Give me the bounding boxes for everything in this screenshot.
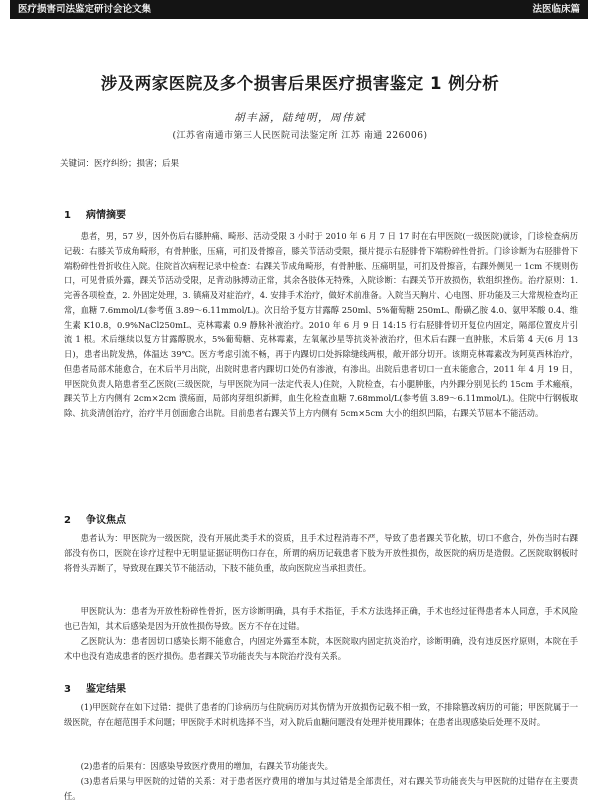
result-item-1: (1)甲医院存在如下过错：提供了患者的门诊病历与住院病历对其伤情为开放损伤记载不相一致，不排除篡改病历的可能；甲医院属于一级医院，存在超范围手术问题；甲医院手术时机选择不当，对入院后血糖问题没有处理并使用踝体；在患者出现感染后处理不及时。: [64, 702, 578, 727]
section-title: 病情摘要: [86, 210, 126, 221]
section-number: 3: [64, 684, 71, 695]
article-authors: 胡丰涵，陆纯明，周伟斌: [234, 112, 366, 124]
article-affiliation: (江苏省南通市第三人民医院司法鉴定所 江苏 南通 226006): [172, 131, 428, 141]
case-summary-paragraph: 患者，男，57 岁，因外伤后右膝肿痛、畸形、活动受限 3 小时于 2010 年 6 月 7 日 17 时在右甲医院(一级医院)就诊，门诊检查病历记载：右膝关节成角畸形，有骨肿胀，压痛，可扪及骨擦音，膝关节活动受限，摄片提示右胫腓骨下端粉碎性骨折。门诊诊断为右胫腓骨下端粉碎性骨折收住入院。住院首次病程记录中检查：右踝关节成角畸形，有骨肿胀、压痛明显，可扪及骨擦音，右踝外侧见一 1cm 不规则伤口，可见骨质外露，踝关节活动受限，足背动脉搏动正常，其余各肢体无特殊，入院诊断：右踝关节开放损伤，软组织挫伤。治疗原则：1. 完善各项检查，2. 外固定处理，3. 镇痛及对症治疗，4. 安排手术治疗，做好术前准备。入院当天胸片、心电图、肝功能及三大常规检查均正常，血糖 7.6mmol/L(参考值 3.89～6.11mmol/L)。次日给予复方甘露醇 250ml、5%葡萄糖 250mL、酚磺乙胺 4.0、氨甲苯酸 0.4、维生素 K10.8，0.9%NaCl250mL、克林霉素 0.9 静脉补液治疗。2010 年 6 月 9 日 14:15 行右胫腓骨切开复位内固定，隔部位置皮片引流 1 根。术后继续以复方甘露醇脱水，5%葡萄糖、克林霉素，左氧氟沙星等抗炎补液治疗，但术后右踝一直肿胀，术后第 4 天(6 月 13 日)，患者出院发热，体温达 39℃。医方考虑引流不畅，再于内踝切口处拆除缝线两根，敞开部分切开。该期克林霉素改为阿莫西林治疗，但患者局部术能愈合，在术后半月出院，出院时患者内踝切口处仍有渗液，有渗出。出院后患者切口一直未能愈合，2011 年 4 月 19 日，甲医院负责人陪患者至乙医院(三级医院，与甲医院为同一法定代表人)住院，入院检查，右小腿肿胀，内外踝分别见长约 15cm 手术瘢痕，踝关节上方内侧有 2cm×2cm 溃疡面，局部肉芽组织新鲜，血生化检查血糖 7.68mmol/L(参考值 3.89～6.11mmol/L)。住院中行钢板取除、抗炎清创治疗，治疗半月创面愈合出院。目前患者右踝关节上方内侧有 5cm×5cm 大小的组织凹陷，右踝关节屈本不能活动。: [64, 231, 578, 418]
section-heading-case-summary: [64, 206, 126, 221]
running-header: [10, 0, 588, 19]
article-keywords: 关键词：医疗纠纷；损害；后果: [60, 159, 180, 169]
result-item-3: (3)患者后果与甲医院的过错的关系：对于患者医疗费用的增加与其过错是全部责任，对右踝关节功能丧失与甲医院的过错存在主要责任。: [64, 776, 578, 801]
section-heading-disputes: [64, 511, 126, 526]
header-left-title: 医疗损害司法鉴定研讨会论文集: [18, 4, 152, 15]
dispute-hospital-a-paragraph: 甲医院认为：患者为开放性粉碎性骨折，医方诊断明确，具有手术指征，手术方法选择正确，手术也经过征得患者本人同意，手术风险也已告知，其术后感染是因为开放性损伤导致。医方不存在过错。: [64, 606, 578, 631]
section-heading-results: [64, 680, 126, 695]
result-item-2: (2)患者的后果有：因感染导致医疗费用的增加，右踝关节功能丧失。: [80, 761, 333, 771]
dispute-patient-paragraph: 患者认为：甲医院为一级医院，没有开展此类手术的资质，且手术过程消毒不严，导致了患者踝关节化脓，切口不愈合，外伤当时右踝部没有伤口，医院在诊疗过程中无明显证据证明伤口存在，所谓的病历记载患者下肢为开放性损伤，故医院的病历是造假。乙医院取钢板时将骨头弄断了，导致现在踝关节不能活动，下肢不能负重，故向医院应当承担责任。: [64, 533, 578, 573]
section-number: 1: [64, 210, 71, 221]
header-right-section: 法医临床篇: [532, 4, 580, 15]
section-title: 鉴定结果: [86, 684, 126, 695]
section-title: 争议焦点: [86, 515, 126, 526]
article-title: 涉及两家医院及多个损害后果医疗损害鉴定 1 例分析: [100, 74, 500, 93]
dispute-hospital-b-paragraph: 乙医院认为：患者因切口感染长期不能愈合，内固定外露至本院，本医院取内固定抗炎治疗，诊断明确，没有违反医疗原则，本院在手术中也没有造成患者的医疗损伤。患者踝关节功能丧失与本院治疗没有关系。: [64, 636, 578, 661]
section-number: 2: [64, 515, 71, 526]
